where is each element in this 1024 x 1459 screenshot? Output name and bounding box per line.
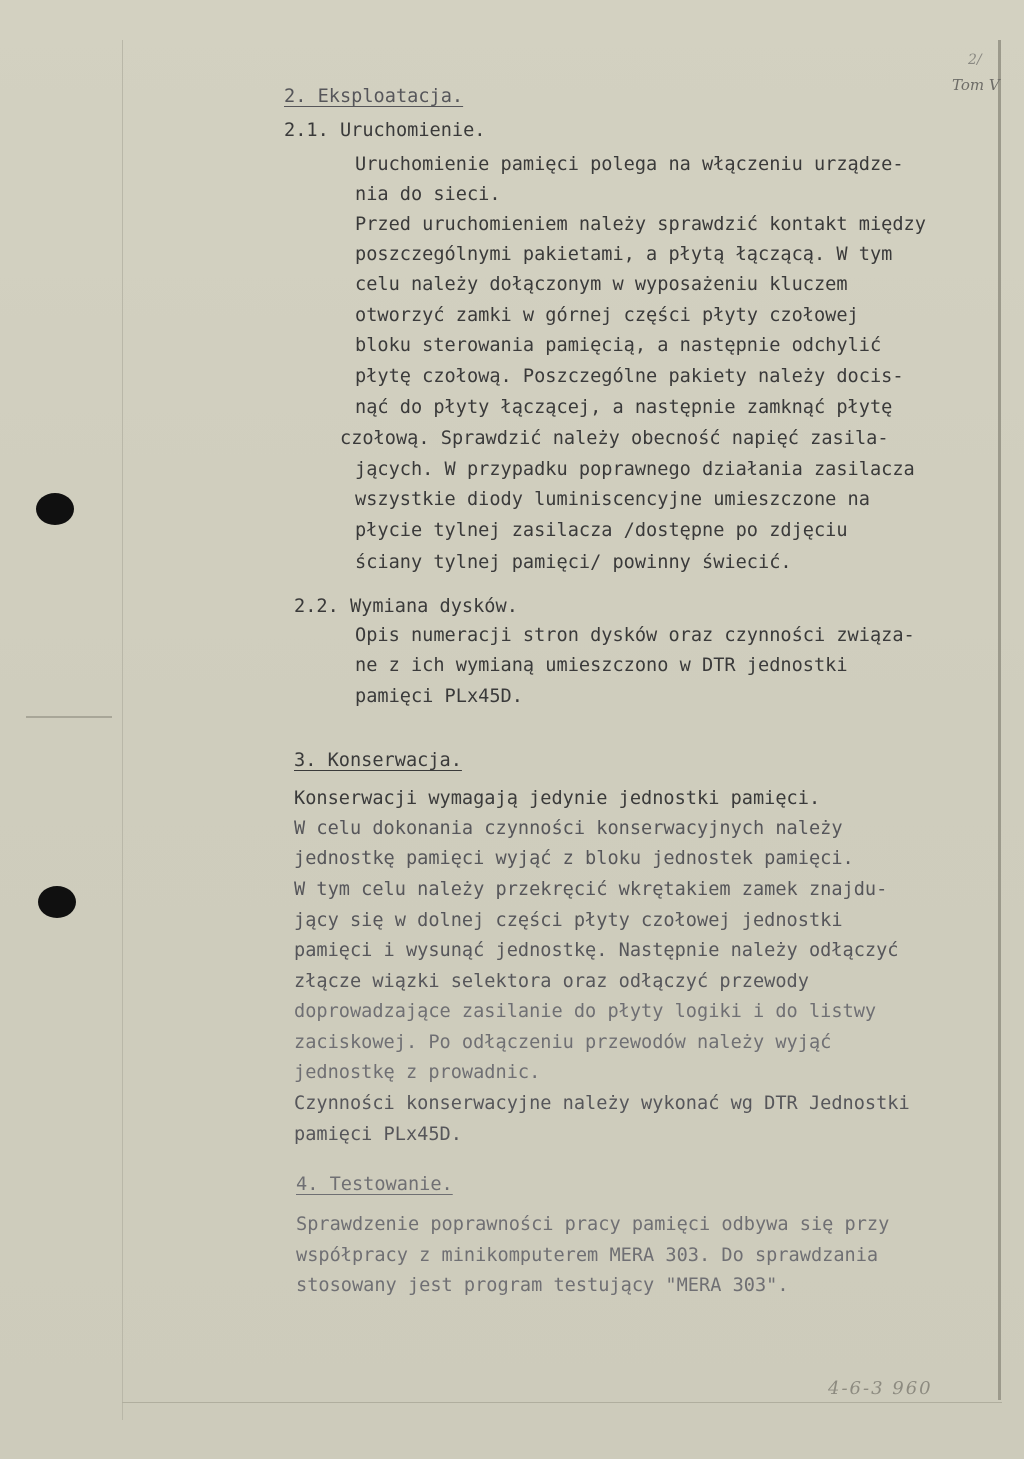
body-line: zaciskowej. Po odłączeniu przewodów należy wyjąć (294, 1032, 832, 1053)
bottom-margin-rule (122, 1402, 1002, 1403)
body-line: pamięci PLx45D. (355, 686, 523, 707)
punch-hole-icon (38, 886, 76, 918)
side-fold-mark (26, 716, 112, 718)
body-line: poszczególnymi pakietami, a płytą łączącą. W tym (355, 244, 893, 265)
section-heading: 3. Konserwacja. (294, 750, 462, 771)
body-line: płycie tylnej zasilacza /dostępne po zdjęciu (355, 520, 848, 541)
body-line: Opis numeracji stron dysków oraz czynności związa- (355, 625, 915, 646)
right-margin-rule (998, 40, 1001, 1400)
section-heading: 4. Testowanie. (296, 1174, 453, 1195)
body-line: nia do sieci. (355, 184, 501, 205)
body-line: ściany tylnej pamięci/ powinny świecić. (355, 552, 792, 573)
body-line: celu należy dołączonym w wyposażeniu kluczem (355, 274, 848, 295)
body-line: Przed uruchomieniem należy sprawdzić kontakt między (355, 214, 926, 235)
body-line: W celu dokonania czynności konserwacyjnych należy (294, 818, 843, 839)
body-line: nąć do płyty łączącej, a następnie zamknąć płytę (355, 397, 893, 418)
body-line: stosowany jest program testujący "MERA 303". (296, 1275, 789, 1296)
body-line: doprowadzające zasilanie do płyty logiki i do listwy (294, 1001, 877, 1022)
body-line: wszystkie diody luminiscencyjne umieszczone na (355, 489, 870, 510)
body-line: bloku sterowania pamięcią, a następnie odchylić (355, 335, 882, 356)
subsection-heading: 2.1. Uruchomienie. (284, 120, 486, 141)
body-line: płytę czołową. Poszczególne pakiety należy docis- (355, 366, 904, 387)
left-margin-rule (122, 40, 123, 1420)
body-line: jednostkę pamięci wyjąć z bloku jednostek pamięci. (294, 848, 854, 869)
body-line: Sprawdzenie poprawności pracy pamięci odbywa się przy (296, 1214, 890, 1235)
section-heading: 2. Eksploatacja. (284, 86, 464, 107)
corner-number: 2/ (968, 52, 982, 68)
body-line: jących. W przypadku poprawnego działania zasilacza (355, 459, 915, 480)
body-line: W tym celu należy przekręcić wkrętakiem zamek znajdu- (294, 879, 888, 900)
body-line: Uruchomienie pamięci polega na włączeniu urządze- (355, 154, 904, 175)
body-line: pamięci i wysunąć jednostkę. Następnie należy odłączyć (294, 940, 899, 961)
body-line: Czynności konserwacyjne należy wykonać wg DTR Jednostki (294, 1093, 910, 1114)
punch-hole-icon (36, 493, 74, 525)
body-line: ne z ich wymianą umieszczono w DTR jednostki (355, 655, 848, 676)
body-line: złącze wiązki selektora oraz odłączyć przewody (294, 971, 809, 992)
archive-stamp: 4-6-3 960 (828, 1378, 933, 1399)
body-line: czołową. Sprawdzić należy obecność napięć zasila- (340, 428, 889, 449)
body-line: współpracy z minikomputerem MERA 303. Do sprawdzania (296, 1245, 879, 1266)
corner-note: Tom V (952, 76, 1000, 94)
body-line: otworzyć zamki w górnej części płyty czołowej (355, 305, 859, 326)
body-line: pamięci PLx45D. (294, 1124, 462, 1145)
body-line: jący się w dolnej części płyty czołowej jednostki (294, 910, 843, 931)
body-line: Konserwacji wymagają jedynie jednostki pamięci. (294, 788, 821, 809)
body-line: jednostkę z prowadnic. (294, 1062, 541, 1083)
subsection-heading: 2.2. Wymiana dysków. (294, 596, 518, 617)
